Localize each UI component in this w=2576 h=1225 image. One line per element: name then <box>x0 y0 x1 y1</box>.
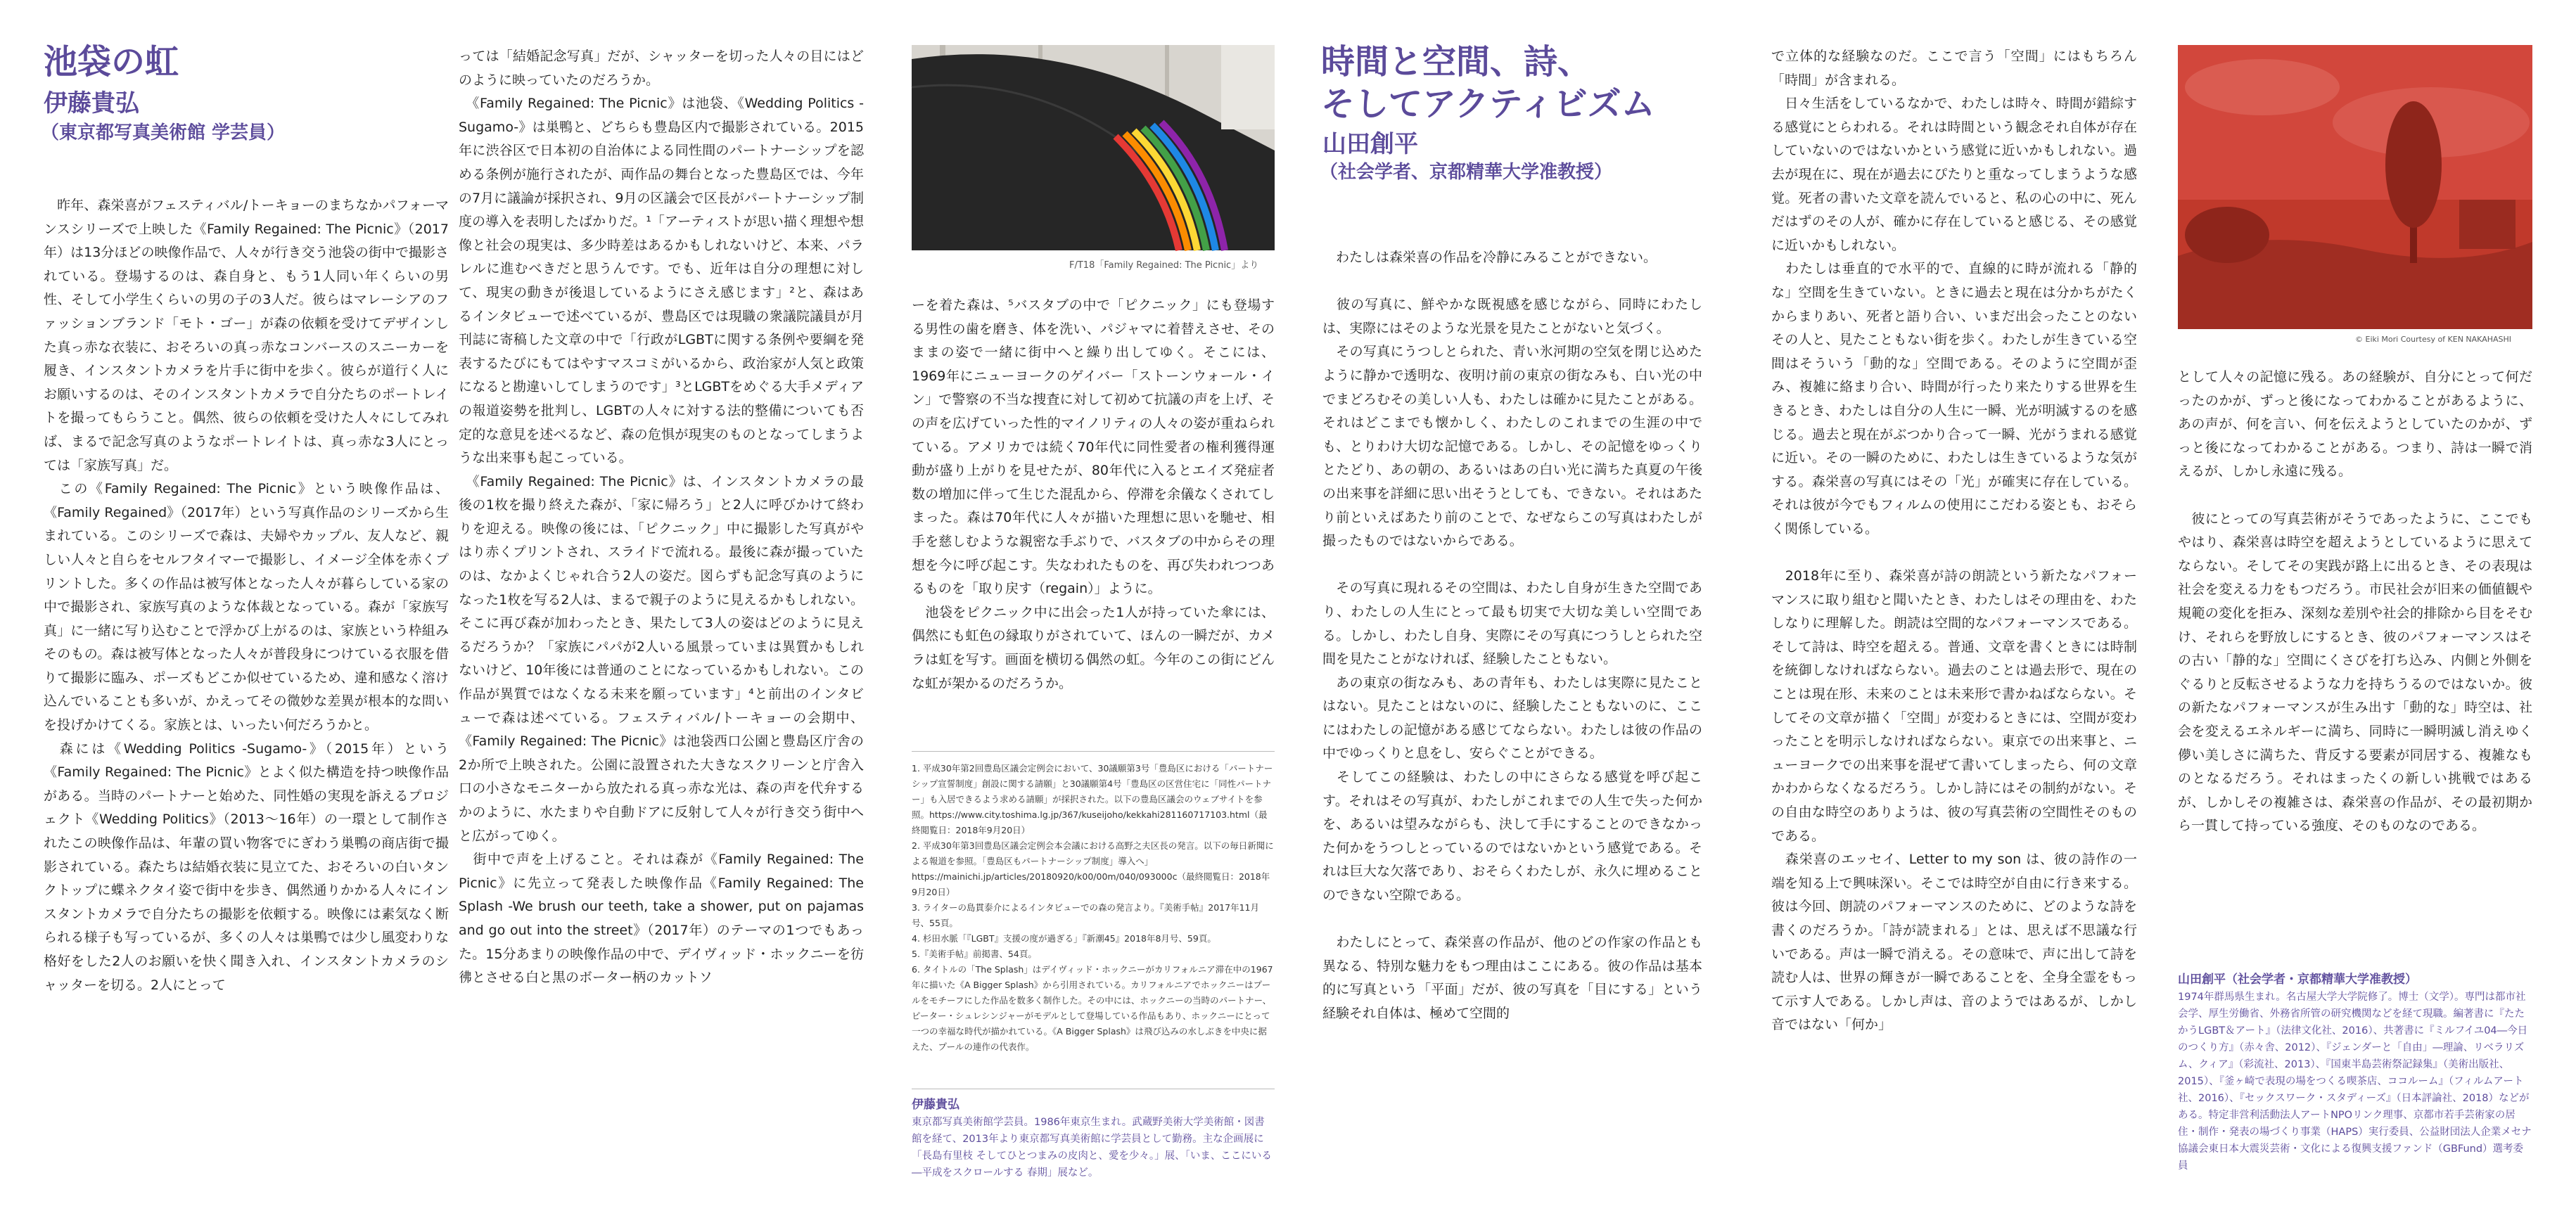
article-1-author: 伊藤貴弘 <box>44 89 139 117</box>
article-2-bio-title: 山田創平（社会学者・京都精華大学准教授） <box>2178 973 2417 987</box>
umbrella-photo <box>912 45 1275 250</box>
article-1-footnotes: 1. 平成30年第2回豊島区議会定例会において、30議願第3号「豊島区における「パートナーシップ宣誓制度」創設に関する請願」と30議願第4号「豊島区の区営住宅に「同性パートナー」も入居できるよう求める請願」が採択された。以下の豊島区議会のウェブサイトを参照。https://www.city.toshima.lg.jp/367/kuseijoho/kekkahi281160717103.html（最終閲覧日：2018年9月20日） 2. 平成30年第3回豊島区議会定例会本会議における高野之夫区長の発言。以下の毎日新聞による報道を参照。「豊島区もパートナーシップ制度」導入へ」https://mainichi.jp/articles/20180920/k00/00m/040/093000c（最終閲覧日：2018年9月20日） 3. ライターの島貫泰介によるインタビューでの森の発言より。『美術手帖』2017年11月号、55頁。 4. 杉田水脈「『LGBT』支援の度が過ぎる」『新潮45』2018年8月号、59頁。 5.『美術手帖』前掲書、54頁。 6. タイトルの「The Splash」はデイヴィッド・ホックニーがカリフォルニア滞在中の1967年に描いた《A Bigger Splash》から引用されている。カリフォルニアでホックニーはプールをモチーフにした作品を数多く制作した。その中には、ホックニーの当時のパートナー、ピーター・シュレシンジャーがモデルとして登場している作品もあり、ホックニーにとって一つの幸福な時代が描かれている。《A Bigger Splash》は飛び込みの水しぶきを中央に据えた、プールの連作の代表作。 <box>912 763 1274 1052</box>
article-2-bio: 1974年群馬県生まれ。名古屋大学大学院修了。博士（文学）。専門は都市社会学、厚生労働省、外務省所管の研究機関などを経て現職。編著書に『たたかうLGBT＆アート』（法律文化社、2016）、共著書に『ミルフイユ04―今日のつくり方』（赤々舎、2012）、『ジェンダーと「自由」―理論、リベラリズム、クィア』（彩流社、2013）、『国東半島芸術祭記録集』（美術出版社、2015）、『釜ヶ崎で表現の場をつくる喫茶店、ココルーム』（フィルムアート社、2016）、『セックスワーク・スタディーズ』（日本評論社、2018）などがある。特定非営利活動法人アートNPOリンク理事、京都市若手芸術家の居住・制作・発表の場づくり事業（HAPS）実行委員、公益財団法人企業メセナ協議会東日本大震災芸術・文化による復興支援ファンド（GBFund）選考委員 <box>2178 992 2532 1172</box>
article-1-column-1: 昨年、森栄喜がフェスティバル/トーキョーのまちなかパフォーマンスシリーズで上映した《Family Regained: The Picnic》（2017年）は13分ほどの映像作品で、人々が行き交う池袋の街中で撮影されている。登場するのは、森自身と、もう1人同い年くらいの男性、そして小学生くらいの男の子の3人だ。彼らはマレーシアのファッションブランド「モト・ゴー」が森の依頼を受けてデザインした真っ赤な衣装に、おそろいの真っ赤なコンバースのスニーカーを履き、インスタントカメラを片手に街中を歩く。彼らが道行く人にお願いするのは、そのインスタントカメラで自分たちのポートレイトを撮ってもらうこと。偶然、彼らの依頼を受けた人々にしてみれば、まるで記念写真のようなポートレイトは、真っ赤な3人にとっては「家族写真」だ。 この《Family Regained: The Picnic》という映像作品は、《Family Regained》（2017年）という写真作品のシリーズから生まれている。このシリーズで森は、夫婦やカップル、友人など、親しい人々と自らをセルフタイマーで撮影し、イメージ全体を赤くプリントした。多くの作品は被写体となった人々が暮らしている家の中で撮影され、家族写真のような体裁となっている。森が「家族写真」に一緒に写り込むことで浮かび上がるのは、家族という枠組みそのもの。森は被写体となった人々が普段身につけている衣服を借りて撮影に臨み、ポーズもどこか似せているため、違和感なく溶け込んでいることも多いが、かえってその微妙な差異が根本的な問いを投げかけてくる。家族とは、いったい何だろうかと。 森には《Wedding Politics -Sugamo-》（2015年）という《Family Regained: The Picnic》とよく似た構造を持つ映像作品がある。当時のパートナーと始めた、同性婚の実現を訴えるプロジェクト《Wedding Politics》（2013～16年）の一環として制作されたこの映像作品は、年輩の買い物客でにぎわう巣鴨の商店街で撮影されている。森たちは結婚衣装に見立てた、おそろいの白いタンクトップに蝶ネクタイ姿で街中を歩き、偶然通りかかる人々にインスタントカメラで自分たちの撮影を依頼する。映像には素気なく断られる様子も写っているが、多くの人々は巣鴨では少し風変わりな格好をした2人のお願いを快く聞き入れ、インスタントカメラのシャッターを切る。2人にとって <box>44 198 449 993</box>
article-2-title-line-1: 時間と空間、詩、 <box>1321 42 1592 82</box>
red-landscape-image <box>2178 45 2532 329</box>
article-2-title-line-2: そしてアクティビズム <box>1321 84 1655 124</box>
article-1-column-3: ーを着た森は、⁵バスタブの中で「ピクニック」にも登場する男性の歯を磨き、体を洗い、パジャマに着替えさせ、そのままの姿で一緒に街中へと繰り出してゆく。そこには、1969年にニューヨークのゲイバー「ストーンウォール・イン」で警察の不当な捜査に対して初めて抗議の声を上げ、その声を広げていった性的マイノリティの人々の姿が重ねられている。アメリカでは続く70年代に同性愛者の権利獲得運動が盛り上がりを見せたが、80年代に入るとエイズ発症者数の増加に伴って生じた混乱から、停滞を余儀なくされてしまった。森は70年代に人々が描いた理想に思いを馳せ、相手を慈しむような親密な手ぶりで、バスタブの中からその理想を今に呼び起こす。失なわれたものを、再び失われつつあるものを「取り戻す（regain）」ように。 池袋をピクニック中に出会った1人が持っていた傘には、偶然にも虹色の縁取りがされていて、ほんの一瞬だが、カメラは虹を写す。画面を横切る偶然の虹。今年のこの街にどんな虹が架かるのだろうか。 <box>912 297 1275 691</box>
article-1-title: 池袋の虹 <box>44 42 179 82</box>
umbrella-photo-caption: F/T18「Family Regained: The Picnic」より <box>1069 260 1259 271</box>
umbrella-photo-image <box>912 45 1275 250</box>
article-2-affiliation: （社会学者、京都精華大学准教授） <box>1320 162 1613 183</box>
article-2-column-1: わたしは森栄喜の作品を冷静にみることができない。 彼の写真に、鮮やかな既視感を感じながら、同時にわたしは、実際にはそのような光景を見たことがないと気づく。 その写真にうつしとられた、青い氷河期の空気を閉じ込めたように静かで透明な、夜明け前の東京の街なみも、白い光の中でまどろむその美しい人も、わたしは確かに見たことがある。それはどこまでも懐かしく、わたしのこれまでの生涯の中でも、とりわけ大切な記憶である。しかし、その記憶をゆっくりとたどり、あの朝の、あるいはあの白い光に満ちた真夏の午後の出来事を詳細に思い出そうとしても、できない。それはあたり前といえばあたり前のことで、なぜならこの写真はわたしが撮ったものではないからである。 その写真に現れるその空間は、わたし自身が生きた空間であり、わたしの人生にとって最も切実で大切な美しい空間である。しかし、わたし自身、実際にその写真につうしとられた空間を見たことがなければ、経験したこともない。 あの東京の街なみも、あの青年も、わたしは実際に見たことはない。見たことはないのに、経験したこともないのに、ここにはわたしの記憶がある感じてならない。わたしは彼の作品の中でゆっくりと息をし、安らぐことができる。 そしてこの経験は、わたしの中にさらなる感覚を呼び起こす。それはその写真が、わたしがこれまでの人生で失った何かを、あるいは望みながらも、決して手にすることのできなかった何かをうつしとっているのではないかという感覚である。それは巨大な欠落であり、おそらくわたしが、永久に埋めることのできない空隙である。 わたしにとって、森栄喜の作品が、他のどの作家の作品とも異なる、特別な魅力をもつ理由はここにある。彼の作品は基本的に写真という「平面」だが、彼の写真を「目にする」という経験それ自体は、極めて空間的 <box>1322 250 1702 1021</box>
article-1-bio: 東京都写真美術館学芸員。1986年東京生まれ。武蔵野美術大学美術館・図書館を経て、2013年より東京都写真美術館に学芸員として勤務。主な企画展に「長島有里枝 そしてひとつまみの皮肉と、愛を少々。」展、「いま、ここにいる―平成をスクロールする 春期」展など。 <box>912 1117 1272 1179</box>
article-1-bio-title: 伊藤貴弘 <box>912 1098 959 1112</box>
red-landscape-photo <box>2178 45 2532 329</box>
article-2-column-2: で立体的な経験なのだ。ここで言う「空間」にはもちろん「時間」が含まれる。 日々生活をしているなかで、わたしは時々、時間が錯綜する感覚にとらわれる。それは時間という観念それ自体が存在していないのではないかという感覚に近いかもしれない。過去が現在に、現在が過去にぴたりと重なってしまうような感覚。死者の書いた文章を読んでいると、私の心の中に、死んだはずのその人が、確かに存在していると感じる、その感覚に近いかもしれない。 わたしは垂直的で水平的で、直線的に時が流れる「静的な」空間を生きていない。ときに過去と現在は分かちがたくからまりあい、死者と語り合い、いまだ出会ったことのないその人と、見たこともない街を歩く。わたしが生きている空間はそういう「動的な」空間である。そのように空間が歪み、複雑に絡まり合い、時間が行ったり来たりする世界を生きるとき、わたしは自分の人生に一瞬、光が明滅するのを感じる。過去と現在がぶつかり合って一瞬、光がうまれる感覚に近い。その一瞬のために、わたしは生きているような気がする。森栄喜の写真にはその「光」が確実に存在している。それは彼が今でもフィルムの使用にこだわる姿とも、おそらく関係している。 2018年に至り、森栄喜が詩の朗読という新たなパフォーマンスに取り組むと聞いたとき、わたしはその理由を、わたしなりに理解した。朗読は空間的なパフォーマンスである。そして詩は、時空を超える。普通、文章を書くときには時制を統御しなければならない。過去のことは過去形で、現在のことは現在形、未来のことは未来形で書かねばならない。そしてその文章が描く「空間」が変わるときには、空間が変わったことを明示しなければならない。東京での出来事と、ニューヨークでの出来事を混ぜて書いてしまったら、何の文章かわからなくなるだろう。しかし詩にはその制約がない。その自由な時空のありようは、彼の写真芸術の空間性そのものである。 森栄喜のエッセイ、Letter to my son は、彼の詩作の一端を知る上で興味深い。そこでは時空が自由に行き来する。彼は今回、朗読のパフォーマンスのために、どのような詩を書くのだろうか。「詩が読まれる」とは、思えば不思議な行いである。声は一瞬で消える。その意味で、声に出して詩を読む人は、世界の輝きが一瞬であることを、全身全霊をもって示す人である。しかし声は、音のようではあるが、しかし音ではない「何か」 <box>1771 49 2137 1033</box>
notes-divider <box>912 751 1275 752</box>
red-photo-caption: © Eiki Mori Courtesy of KEN NAKAHASHI <box>2355 335 2512 344</box>
article-1-column-2: っては「結婚記念写真」だが、シャッターを切った人々の目にはどのように映っていたのだろうか。 《Family Regained: The Picnic》は池袋、《Wedding Politics -Sugamo-》は巣鴨と、どちらも豊島区内で撮影されている。2015年に渋谷区で日本初の自治体による同性間のパートナーシップを認める条例が施行されたが、両作品の舞台となった豊島区では、今年の7月に議論が採択され、9月の区議会で区長がパートナーシップ制度の導入を表明したばかりだ。¹「アーティストが思い描く理想や想像と社会の現実は、多少時差はあるかもしれないけど、本来、パラレルに進むべきだと思うんです。でも、近年は自分の理想に対して、現実の動きが後退しているようにさえ感じます」²と、森はあるインタビューで述べているが、豊島区では現職の衆議院議員が月刊誌に寄稿した文章の中で「行政がLGBTに関する条例や要綱を発表するたびにもてはやすマスコミがいるから、政治家が人気と政策になると勘違いしてしまうのです」³とLGBTをめぐる大手メディアの報道姿勢を批判し、LGBTの人々に対する法的整備についても否定的な意見を述べるなど、森の危惧が現実のものとなってしまうような出来事も起こっている。 《Family Regained: The Picnic》は、インスタントカメラの最後の1枚を撮り終えた森が、「家に帰ろう」と2人に呼びかけて終わりを迎える。映像の後には、「ピクニック」中に撮影した写真がやはり赤くプリントされ、スライドで流れる。最後に森が撮っていたのは、なかよくじゃれ合う2人の姿だ。図らずも記念写真のようになった1枚を写る2人は、まるで親子のように見えるかもしれない。そこに再び森が加わったとき、果たして3人の姿はどのように見えるだろうか？「家族にパパが2人いる風景っていまは異質かもしれないけど、10年後には普通のことになっているかもしれない。この作品が異質ではなくなる未来を願っています」⁴と前出のインタビューで森は述べている。フェスティバル/トーキョーの会期中、《Family Regained: The Picnic》は池袋西口公園と豊島区庁舎の2か所で上映された。公園に設置された大きなスクリーンと庁舎入口の小さなモニターから放たれる真っ赤な光は、森の声を代弁するかのように、水たまりや自動ドアに反射して人々が行き交う街中へと広がってゆく。 街中で声を上げること。それは森が《Family Regained: The Picnic》に先立って発表した映像作品《Family Regained: The Splash -We brush our teeth, take a shower, put on pajamas and go out into the street》（2017年）のテーマの1つでもあった。15分あまりの映像作品の中で、デイヴィッド・ホックニーを彷彿とさせる白と黒のボーター柄のカットソ <box>459 49 864 986</box>
article-1-affiliation: （東京都写真美術館 学芸員） <box>41 122 286 143</box>
article-2-author: 山田創平 <box>1322 130 1418 158</box>
article-2-column-3: として人々の記憶に残る。あの経験が、自分にとって何だったのかが、ずっと後になってわかることがあるように、あの声が、何を言い、何を伝えようとしていたのかが、ずっと後になってわかることがある。つまり、詩は一瞬で消えるが、しかし永遠に残る。 彼にとっての写真芸術がそうであったように、ここでもやはり、森栄喜は時空を超えようとしているように思えてならない。そしてその実践が路上に出るとき、その表現は社会を変える力をもつだろう。市民社会が旧来の価値観や規範の変化を拒み、深刻な差別や社会的排除から目をそむけ、それらを野放しにするとき、彼のパフォーマンスはその古い「静的な」空間にくさびを打ち込み、内側と外側をぐるりと反転させるような力を持ちうるのではないか。彼の新たなパフォーマンスが生み出す「動的な」時空は、社会を変えるエネルギーに満ち、同時に一瞬明滅し消えゆく儚い美しさに満ちた、背反する要素が同居する、複雑なものとなるだろう。それはまったくの新しい挑戦ではあるが、しかしその複雑さは、森栄喜の作品が、その最初期から一貫して持っている強度、そのものなのである。 <box>2178 369 2532 834</box>
